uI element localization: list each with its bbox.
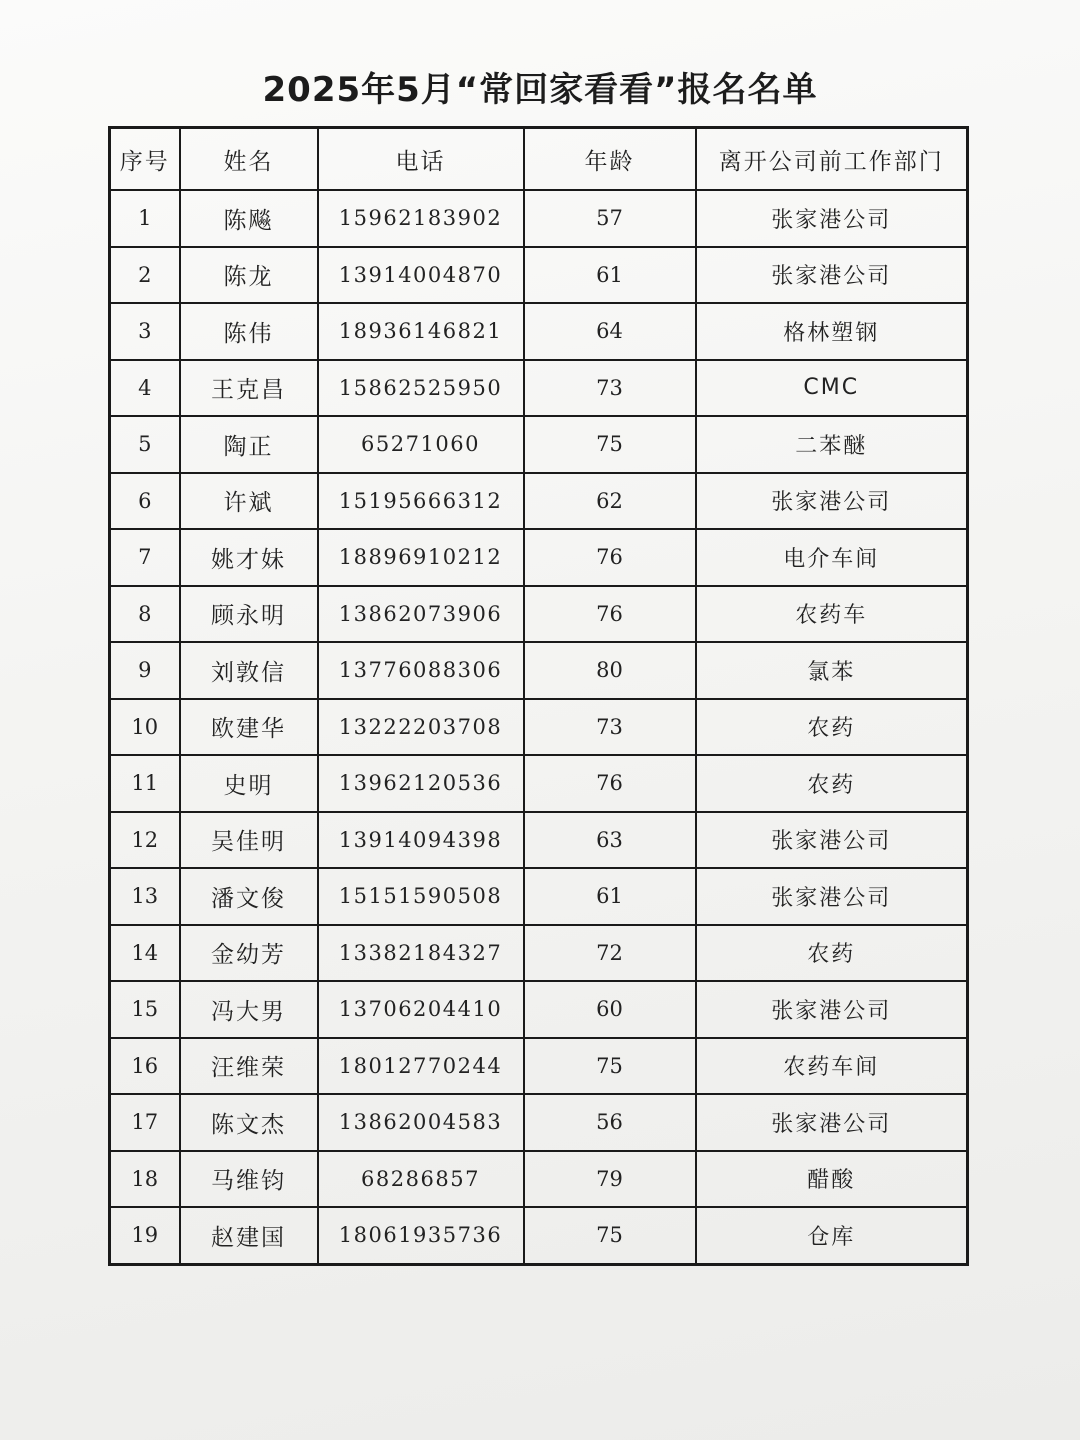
- cell-name: 陈文杰: [180, 1094, 318, 1151]
- cell-index: 1: [110, 190, 180, 247]
- header-age: 年龄: [524, 128, 696, 191]
- cell-index: 10: [110, 699, 180, 756]
- cell-age: 56: [524, 1094, 696, 1151]
- cell-age: 76: [524, 529, 696, 586]
- cell-name: 欧建华: [180, 699, 318, 756]
- table-row: [110, 1094, 968, 1151]
- cell-name: 潘文俊: [180, 868, 318, 925]
- cell-department: 醋酸: [696, 1151, 968, 1208]
- table-row: [110, 1151, 968, 1208]
- table-row: [110, 247, 968, 304]
- cell-phone: 18936146821: [318, 303, 524, 360]
- cell-phone: 13862004583: [318, 1094, 524, 1151]
- cell-index: 6: [110, 473, 180, 530]
- document-title: 2025年5月“常回家看看”报名名单: [262, 70, 818, 110]
- cell-name: 陈伟: [180, 303, 318, 360]
- cell-name: 冯大男: [180, 981, 318, 1038]
- cell-department: 张家港公司: [696, 190, 968, 247]
- cell-age: 75: [524, 1207, 696, 1264]
- header-phone: 电话: [318, 128, 524, 191]
- table-row: [110, 1038, 968, 1095]
- cell-name: 马维钧: [180, 1151, 318, 1208]
- cell-name: 刘敦信: [180, 642, 318, 699]
- cell-age: 62: [524, 473, 696, 530]
- cell-name: 姚才妹: [180, 529, 318, 586]
- cell-age: 61: [524, 247, 696, 304]
- cell-department: 张家港公司: [696, 981, 968, 1038]
- cell-department: 农药: [696, 925, 968, 982]
- cell-index: 14: [110, 925, 180, 982]
- cell-age: 64: [524, 303, 696, 360]
- cell-index: 11: [110, 755, 180, 812]
- cell-age: 73: [524, 360, 696, 417]
- cell-department: 农药: [696, 699, 968, 756]
- cell-department: 农药: [696, 755, 968, 812]
- table-row: [110, 755, 968, 812]
- cell-name: 汪维荣: [180, 1038, 318, 1095]
- cell-age: 73: [524, 699, 696, 756]
- cell-age: 76: [524, 755, 696, 812]
- cell-phone: 13706204410: [318, 981, 524, 1038]
- table-row: [110, 925, 968, 982]
- cell-phone: 15962183902: [318, 190, 524, 247]
- cell-department: 氯苯: [696, 642, 968, 699]
- cell-age: 75: [524, 416, 696, 473]
- cell-phone: 18061935736: [318, 1207, 524, 1264]
- cell-index: 19: [110, 1207, 180, 1264]
- cell-phone: 15862525950: [318, 360, 524, 417]
- table-row: [110, 812, 968, 869]
- cell-name: 顾永明: [180, 586, 318, 643]
- header-department: 离开公司前工作部门: [696, 128, 968, 191]
- cell-department: 张家港公司: [696, 473, 968, 530]
- cell-age: 57: [524, 190, 696, 247]
- cell-index: 4: [110, 360, 180, 417]
- table-row: [110, 586, 968, 643]
- cell-index: 9: [110, 642, 180, 699]
- cell-age: 63: [524, 812, 696, 869]
- cell-phone: 13382184327: [318, 925, 524, 982]
- table-row: [110, 416, 968, 473]
- cell-age: 72: [524, 925, 696, 982]
- header-row: [110, 128, 968, 191]
- header-name: 姓名: [180, 128, 318, 191]
- cell-phone: 18012770244: [318, 1038, 524, 1095]
- cell-index: 15: [110, 981, 180, 1038]
- cell-phone: 13914004870: [318, 247, 524, 304]
- table-row: [110, 190, 968, 247]
- header-index: 序号: [110, 128, 180, 191]
- cell-name: 赵建国: [180, 1207, 318, 1264]
- cell-name: 王克昌: [180, 360, 318, 417]
- cell-phone: 13914094398: [318, 812, 524, 869]
- table-row: [110, 303, 968, 360]
- table-header: [110, 128, 968, 191]
- cell-index: 12: [110, 812, 180, 869]
- cell-phone: 13222203708: [318, 699, 524, 756]
- table-row: [110, 473, 968, 530]
- table-body: [110, 190, 968, 1264]
- cell-department: CMC: [696, 360, 968, 417]
- cell-name: 金幼芳: [180, 925, 318, 982]
- cell-age: 60: [524, 981, 696, 1038]
- cell-department: 张家港公司: [696, 247, 968, 304]
- cell-phone: 13776088306: [318, 642, 524, 699]
- cell-phone: 15151590508: [318, 868, 524, 925]
- cell-department: 仓库: [696, 1207, 968, 1264]
- cell-name: 许斌: [180, 473, 318, 530]
- cell-name: 吴佳明: [180, 812, 318, 869]
- cell-index: 2: [110, 247, 180, 304]
- table-row: [110, 1207, 968, 1264]
- cell-index: 18: [110, 1151, 180, 1208]
- cell-department: 张家港公司: [696, 1094, 968, 1151]
- cell-age: 80: [524, 642, 696, 699]
- cell-index: 3: [110, 303, 180, 360]
- cell-index: 8: [110, 586, 180, 643]
- cell-name: 陶正: [180, 416, 318, 473]
- cell-name: 陈飚: [180, 190, 318, 247]
- table-row: [110, 699, 968, 756]
- cell-phone: 13862073906: [318, 586, 524, 643]
- cell-department: 二苯醚: [696, 416, 968, 473]
- cell-age: 76: [524, 586, 696, 643]
- cell-age: 61: [524, 868, 696, 925]
- cell-index: 17: [110, 1094, 180, 1151]
- cell-phone: 65271060: [318, 416, 524, 473]
- table-row: [110, 360, 968, 417]
- cell-index: 16: [110, 1038, 180, 1095]
- table-row: [110, 529, 968, 586]
- cell-department: 张家港公司: [696, 868, 968, 925]
- cell-department: 张家港公司: [696, 812, 968, 869]
- table-row: [110, 868, 968, 925]
- cell-phone: 15195666312: [318, 473, 524, 530]
- cell-department: 农药车间: [696, 1038, 968, 1095]
- cell-index: 13: [110, 868, 180, 925]
- table-row: [110, 642, 968, 699]
- cell-phone: 68286857: [318, 1151, 524, 1208]
- cell-age: 75: [524, 1038, 696, 1095]
- cell-name: 陈龙: [180, 247, 318, 304]
- cell-department: 格林塑钢: [696, 303, 968, 360]
- cell-index: 7: [110, 529, 180, 586]
- registration-table: [108, 126, 969, 1266]
- table-row: [110, 981, 968, 1038]
- cell-department: 电介车间: [696, 529, 968, 586]
- cell-phone: 13962120536: [318, 755, 524, 812]
- cell-name: 史明: [180, 755, 318, 812]
- cell-index: 5: [110, 416, 180, 473]
- cell-phone: 18896910212: [318, 529, 524, 586]
- cell-age: 79: [524, 1151, 696, 1208]
- cell-department: 农药车: [696, 586, 968, 643]
